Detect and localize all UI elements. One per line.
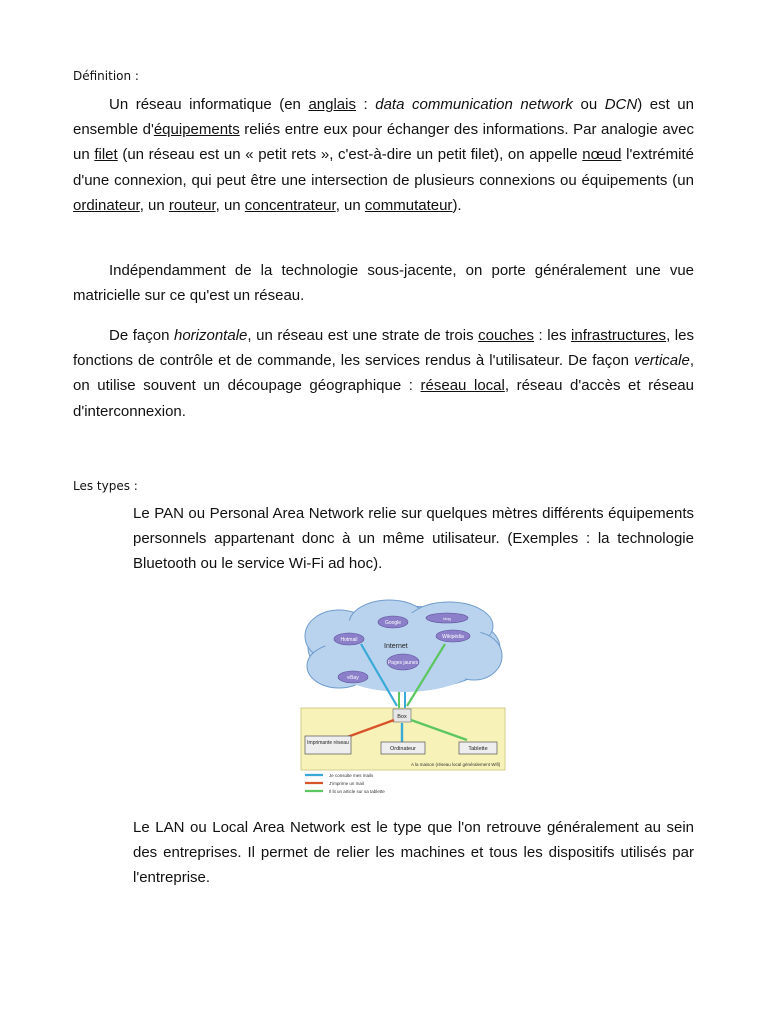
diagram-legend <box>305 773 385 794</box>
internet-label: Internet <box>384 643 408 650</box>
definition-heading: Définition : <box>73 69 139 83</box>
definition-paragraph-3: De façon horizontale, un réseau est une strate de trois couches : les infrastructures, les fonctions de contrôle et de commande, les services rendus à l'utilisateur. De façon verticale, on utilise souvent un découpage géographique : réseau local, réseau d'accès et réseau d'interconnexion. <box>73 327 694 420</box>
svg-text:Pages jaunes: Pages jaunes <box>387 660 419 666</box>
link-couches[interactable]: couches <box>478 327 534 344</box>
pan-paragraph: Le PAN ou Personal Area Network relie sur quelques mètres différents équipements personnels appartenant donc à un même utilisateur. (Exemples : la technologie Bluetooth ou le service Wi-Fi ad hoc). <box>133 505 694 573</box>
svg-text:Box: Box <box>397 714 407 720</box>
svg-text:eBay: eBay <box>347 675 359 681</box>
svg-text:Google: Google <box>384 620 402 626</box>
svg-text:Tablette: Tablette <box>468 746 488 752</box>
device-computer <box>381 742 425 754</box>
svg-text:blog: blog <box>443 616 451 621</box>
link-routeur[interactable]: routeur <box>168 196 216 214</box>
svg-text:Imprimante réseau: Imprimante réseau <box>307 740 349 746</box>
link-concentrateur[interactable]: concentrateur <box>244 196 336 214</box>
device-tablet <box>459 742 497 754</box>
svg-text:Il lit un article sur sa table: Il lit un article sur sa tablette <box>329 789 385 794</box>
link-anglais[interactable]: anglais <box>308 96 356 113</box>
definition-paragraph-1: Un réseau informatique (en anglais : data communication network ou DCN) est un ensemble d'équipements reliés entre eux pour échanger des informations. Par analogie avec un filet (un réseau est un « petit rets », c'est-à-dire un petit filet), on appelle nœud l'extrémité d'une connexion, qui peut être une intersection de plusieurs connexions ou équipements (un ordinateur, un routeur, un concentrateur, un commutateur). <box>73 96 695 214</box>
link-ordinateur[interactable]: ordinateur <box>73 196 140 214</box>
svg-text:Wikipédia: Wikipédia <box>442 634 464 640</box>
svg-text:J'imprime un mail: J'imprime un mail <box>329 781 364 786</box>
home-network-diagram <box>299 596 509 798</box>
lan-paragraph: Le LAN ou Local Area Network est le type que l'on retrouve généralement au sein des entreprises. Il permet de relier les machines et tous les dispositifs utilisés par l'entreprise. <box>133 819 694 887</box>
types-heading: Les types : <box>73 479 138 493</box>
svg-text:Je consulte mes mails: Je consulte mes mails <box>329 773 374 778</box>
link-reseau-local[interactable]: réseau local <box>420 377 505 395</box>
home-caption: A la maison (réseau local généralement Wifi) <box>411 762 501 767</box>
link-infrastructures[interactable]: infrastructures <box>571 327 667 344</box>
link-commutateur[interactable]: commutateur <box>364 196 453 214</box>
link-noeud[interactable]: nœud <box>582 146 622 164</box>
device-printer <box>305 736 351 754</box>
link-equipements[interactable]: équipements <box>153 121 240 139</box>
svg-text:Ordinateur: Ordinateur <box>390 746 416 752</box>
svg-text:Hotmail: Hotmail <box>340 637 358 643</box>
link-filet[interactable]: filet <box>94 146 118 164</box>
definition-paragraph-2: Indépendamment de la technologie sous-jacente, on porte généralement une vue matricielle sur ce qu'est un réseau. <box>73 262 694 305</box>
